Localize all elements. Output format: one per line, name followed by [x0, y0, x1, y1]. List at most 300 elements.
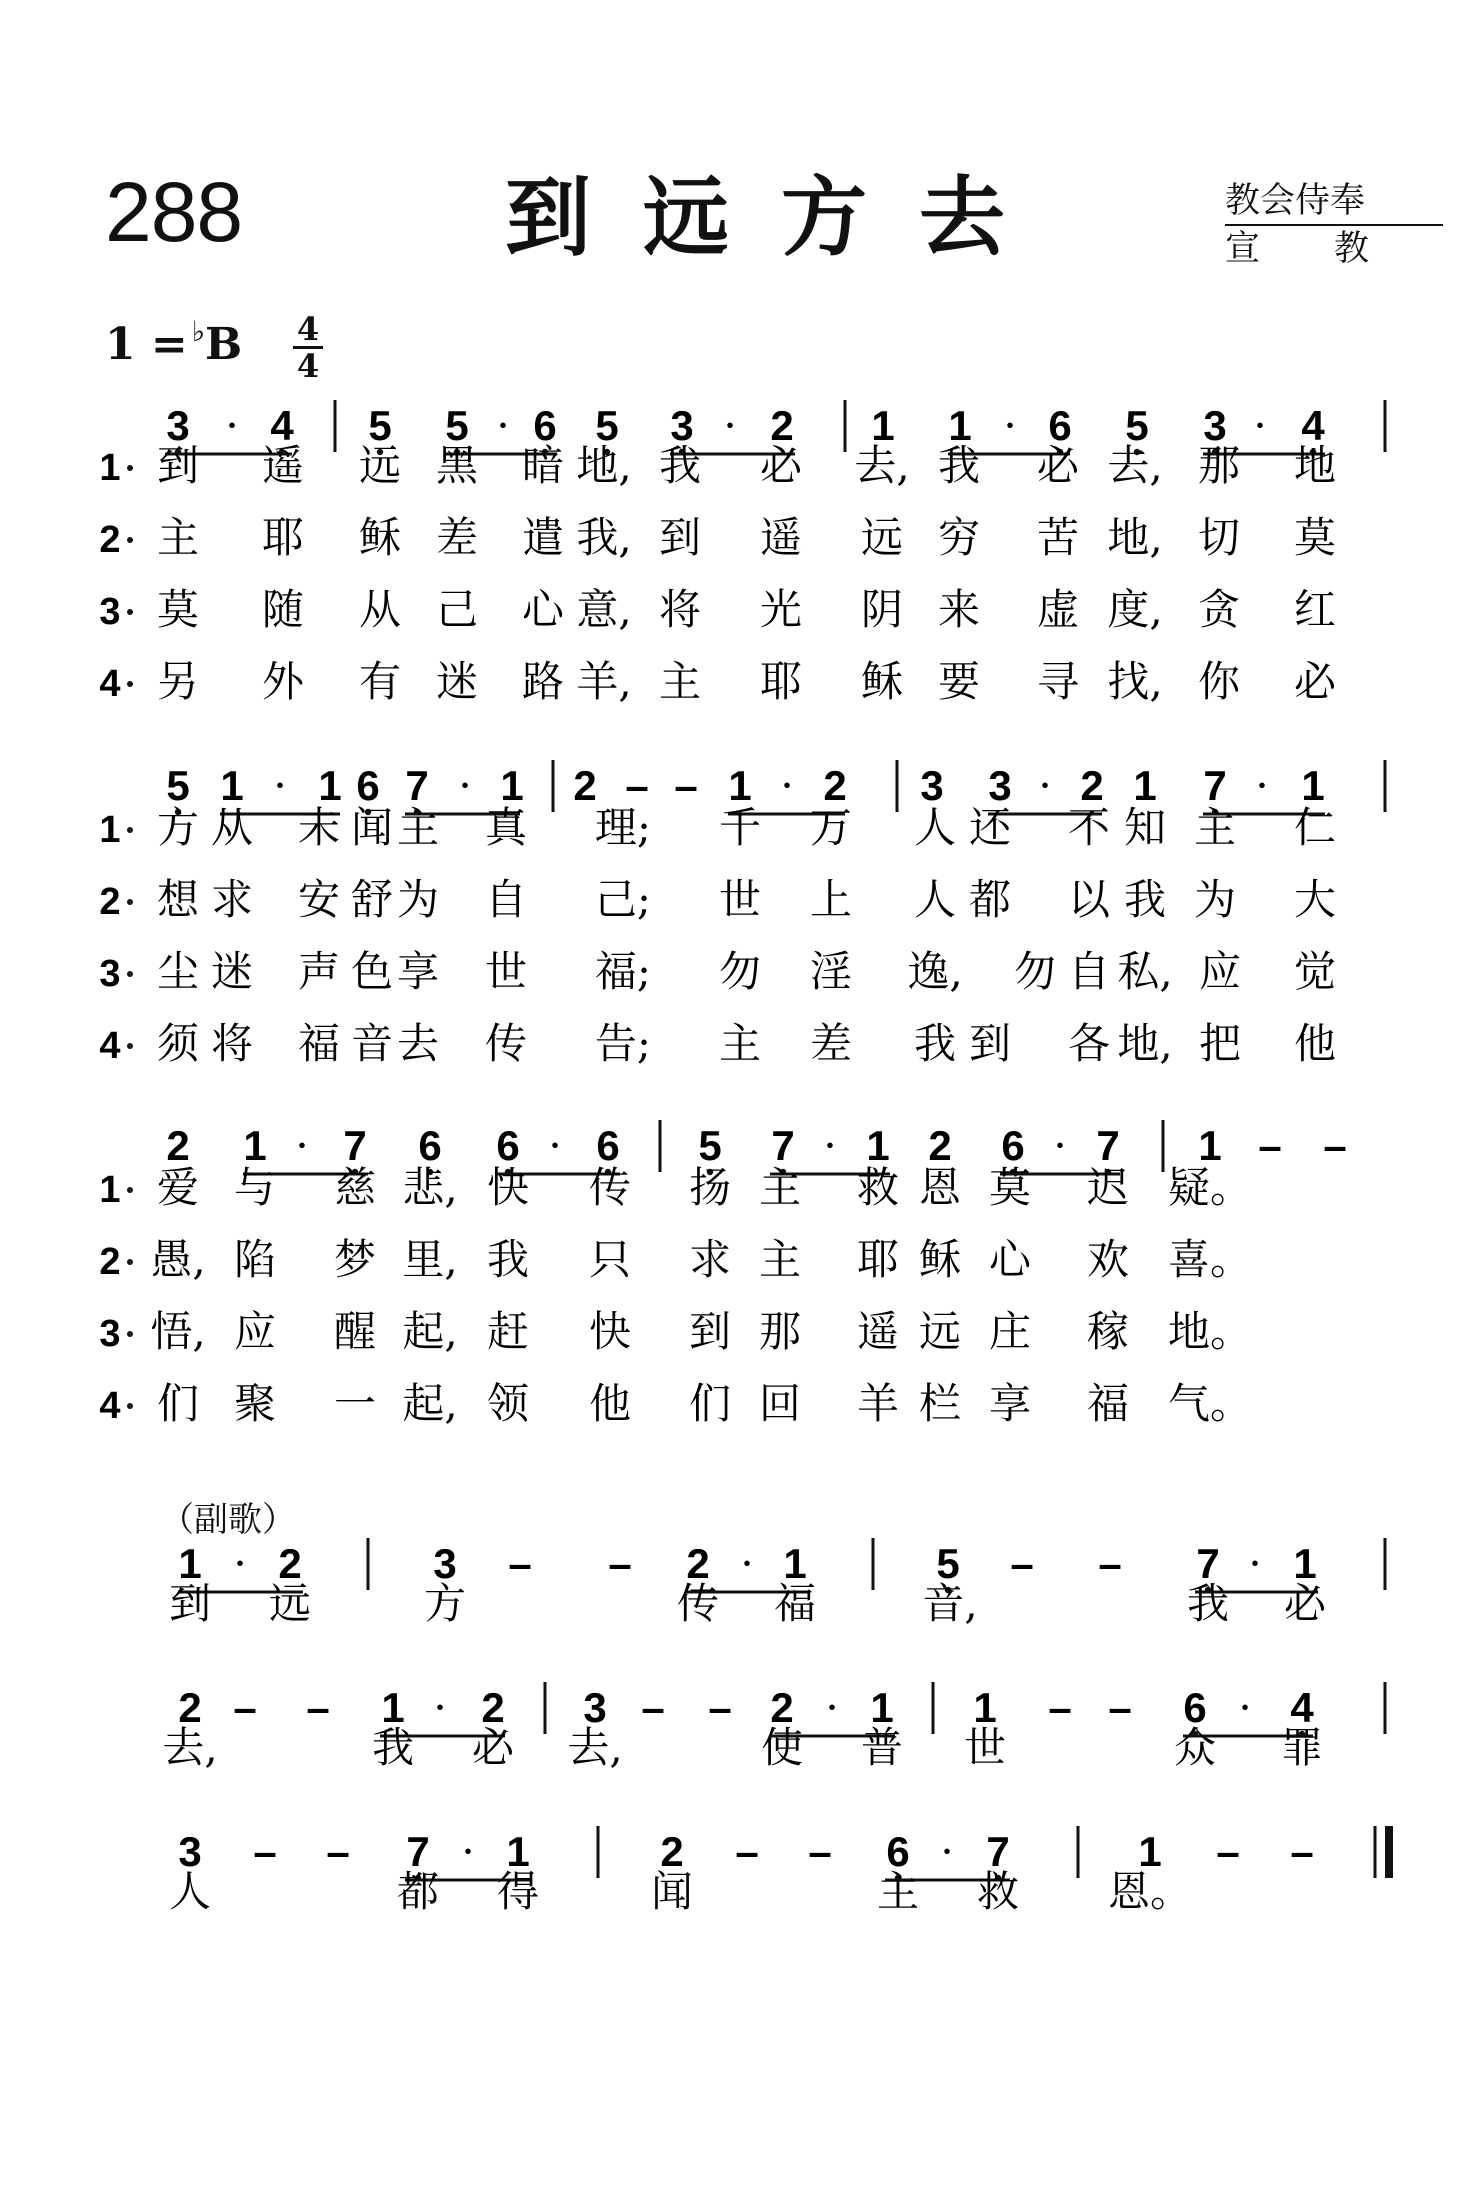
- note: 2: [573, 762, 597, 809]
- note: 1: [973, 1684, 997, 1731]
- rhythm-dot: ·: [1038, 761, 1052, 810]
- dash: –: [641, 1684, 665, 1731]
- lyric-syllable: 悲,: [402, 1163, 458, 1212]
- lyric-syllable: 必: [471, 1723, 515, 1772]
- lyric-syllable: 还: [968, 803, 1012, 852]
- note: 5: [368, 402, 392, 449]
- lyric-syllable: 勿: [1013, 947, 1057, 996]
- lyric-syllable: 我: [1186, 1579, 1230, 1628]
- lyric-syllable: 将: [658, 585, 702, 634]
- lyric-syllable: 莫: [1293, 513, 1337, 562]
- lyric-syllable: 到: [658, 513, 702, 562]
- lyric-syllable: 主: [758, 1235, 802, 1284]
- lyric-syllable: 心: [988, 1235, 1032, 1284]
- note: 3: [433, 1540, 457, 1587]
- lyric-syllable: 随: [261, 585, 305, 634]
- lyric-syllable: 都: [396, 1867, 440, 1916]
- rhythm-dot: ·: [740, 1539, 754, 1588]
- dash: –: [1290, 1828, 1314, 1875]
- lyric-syllable: 那: [1197, 441, 1241, 490]
- note: 7: [771, 1122, 795, 1169]
- lyric-syllable: 救: [976, 1867, 1020, 1916]
- note: 6: [356, 762, 380, 809]
- lyric-syllable: 稼: [1086, 1307, 1130, 1356]
- lyric-syllable: 阴: [860, 585, 904, 634]
- category-line-2: 宣教: [1225, 229, 1444, 269]
- lyric-syllable: 应: [1198, 947, 1242, 996]
- lyric-syllable: 与: [233, 1163, 277, 1212]
- lyric-syllable: 暗: [521, 441, 565, 490]
- lyric-syllable: 疑。: [1167, 1163, 1253, 1212]
- verse-number: 4: [99, 1025, 121, 1067]
- verse-number-dot: [127, 1403, 133, 1409]
- lyric-syllable: 愚,: [150, 1235, 206, 1284]
- verse-number: 1: [99, 809, 121, 851]
- lyric-syllable: 自: [1067, 947, 1111, 996]
- dash: –: [674, 762, 698, 809]
- lyric-syllable: 地,: [1107, 513, 1163, 562]
- note: 7: [1096, 1122, 1120, 1169]
- lyric-syllable: 必: [1036, 441, 1080, 490]
- lyric-syllable: 传: [588, 1163, 632, 1212]
- lyric-syllable: 度,: [1107, 585, 1163, 634]
- note: 1: [220, 762, 244, 809]
- lyric-syllable: 去,: [567, 1723, 623, 1772]
- note: 1: [243, 1122, 267, 1169]
- dash: –: [306, 1684, 330, 1731]
- rhythm-dot: ·: [940, 1827, 954, 1876]
- rhythm-dot: ·: [548, 1121, 562, 1170]
- rhythm-dot: ·: [1255, 761, 1269, 810]
- lyric-syllable: 遥: [261, 441, 305, 490]
- lyric-syllable: 遥: [759, 513, 803, 562]
- lyric-syllable: 主: [1193, 803, 1237, 852]
- lyric-syllable: 莫: [988, 1163, 1032, 1212]
- note: 1: [506, 1828, 530, 1875]
- flat-sign: ♭: [191, 315, 206, 348]
- lyric-syllable: 舒: [350, 875, 394, 924]
- lyric-syllable: 己: [435, 585, 479, 634]
- lyric-syllable: 主: [876, 1867, 920, 1916]
- lyric-syllable: 回: [758, 1379, 802, 1428]
- lyric-syllable: 们: [688, 1379, 732, 1428]
- lyric-syllable: 主: [758, 1163, 802, 1212]
- lyric-syllable: 欢: [1086, 1235, 1130, 1284]
- note: 1: [381, 1684, 405, 1731]
- dash: –: [808, 1828, 832, 1875]
- lyric-syllable: 得: [496, 1867, 540, 1916]
- note: 1: [948, 402, 972, 449]
- lyric-syllable: 必: [759, 441, 803, 490]
- lyric-syllable: 差: [435, 513, 479, 562]
- note: 3: [920, 762, 944, 809]
- lyric-syllable: 气。: [1167, 1379, 1253, 1428]
- note: 1: [1301, 762, 1325, 809]
- lyric-syllable: 稣: [860, 657, 904, 706]
- rhythm-dot: ·: [1253, 401, 1267, 450]
- lyric-syllable: 音: [350, 1019, 394, 1068]
- lyric-syllable: 救: [856, 1163, 900, 1212]
- dash: –: [625, 762, 649, 809]
- lyric-syllable: 求: [688, 1235, 732, 1284]
- lyric-syllable: 千: [718, 803, 762, 852]
- lyric-syllable: 求: [210, 875, 254, 924]
- lyric-syllable: 到: [968, 1019, 1012, 1068]
- hymn-title: 到远方去: [505, 167, 1057, 268]
- lyric-syllable: 以: [1067, 875, 1111, 924]
- lyric-syllable: 世: [484, 947, 528, 996]
- dash: –: [326, 1828, 350, 1875]
- note: 6: [533, 402, 557, 449]
- lyric-syllable: 迟: [1086, 1163, 1130, 1212]
- lyric-syllable: 恩。: [1107, 1867, 1193, 1916]
- lyric-syllable: 自: [484, 875, 528, 924]
- verse-number: 4: [99, 1385, 121, 1427]
- lyric-syllable: 享: [988, 1379, 1032, 1428]
- verse-number: 3: [99, 591, 121, 633]
- lyric-syllable: 福;: [594, 947, 652, 996]
- lyric-syllable: 我: [371, 1723, 415, 1772]
- note: 4: [1290, 1684, 1314, 1731]
- lyric-syllable: 远: [918, 1307, 962, 1356]
- lyric-syllable: 地,: [1117, 1019, 1173, 1068]
- lyric-syllable: 栏: [918, 1379, 962, 1428]
- note: 1: [1198, 1122, 1222, 1169]
- lyric-syllable: 告;: [594, 1019, 652, 1068]
- rhythm-dot: ·: [723, 401, 737, 450]
- lyric-syllable: 赶: [486, 1307, 530, 1356]
- lyric-syllable: 淫: [809, 947, 853, 996]
- lyric-syllable: 慈: [333, 1163, 377, 1212]
- dash: –: [1323, 1122, 1347, 1169]
- note: 2: [770, 1684, 794, 1731]
- lyric-syllable: 快: [486, 1163, 530, 1212]
- lyric-syllable: 逸,: [907, 947, 963, 996]
- lyric-syllable: 主: [658, 657, 702, 706]
- lyric-syllable: 觉: [1293, 947, 1337, 996]
- verse-number-dot: [127, 465, 133, 471]
- lyric-syllable: 那: [758, 1307, 802, 1356]
- lyric-syllable: 世: [718, 875, 762, 924]
- lyric-syllable: 耶: [261, 513, 305, 562]
- lyric-syllable: 贪: [1197, 585, 1241, 634]
- dash: –: [1010, 1540, 1034, 1587]
- lyric-syllable: 远: [358, 441, 402, 490]
- lyric-syllable: 各: [1067, 1019, 1111, 1068]
- lyric-syllable: 来: [937, 585, 981, 634]
- rhythm-dot: ·: [458, 761, 472, 810]
- rhythm-dot: ·: [461, 1827, 475, 1876]
- lyric-syllable: 他: [1293, 1019, 1337, 1068]
- lyric-syllable: 远: [860, 513, 904, 562]
- lyric-syllable: 主: [156, 513, 200, 562]
- lyric-syllable: 找,: [1107, 657, 1163, 706]
- lyric-syllable: 必: [1283, 1579, 1327, 1628]
- note: 1: [178, 1540, 202, 1587]
- lyric-syllable: 享: [396, 947, 440, 996]
- note: 6: [1001, 1122, 1025, 1169]
- lyric-syllable: 有: [358, 657, 402, 706]
- lyric-syllable: 到: [156, 441, 200, 490]
- note: 5: [936, 1540, 960, 1587]
- lyric-syllable: 传: [676, 1579, 720, 1628]
- verse-number-dot: [127, 899, 133, 905]
- lyric-syllable: 己;: [594, 875, 652, 924]
- lyric-syllable: 我,: [576, 513, 632, 562]
- lyric-syllable: 悟,: [150, 1307, 206, 1356]
- dash: –: [1216, 1828, 1240, 1875]
- lyric-syllable: 仁: [1293, 803, 1337, 852]
- lyric-syllable: 福: [1086, 1379, 1130, 1428]
- note: 2: [481, 1684, 505, 1731]
- lyric-syllable: 苦: [1036, 513, 1080, 562]
- note: 7: [405, 762, 429, 809]
- lyric-syllable: 去: [396, 1019, 440, 1068]
- lyric-syllable: 想: [156, 875, 200, 924]
- lyric-syllable: 我: [913, 1019, 957, 1068]
- rhythm-dot: ·: [1238, 1683, 1252, 1732]
- lyric-syllable: 不: [1067, 803, 1111, 852]
- note: 1: [1133, 762, 1157, 809]
- note: 4: [1301, 402, 1325, 449]
- lyric-syllable: 声: [297, 947, 341, 996]
- dash: –: [735, 1828, 759, 1875]
- lyric-syllable: 梦: [333, 1235, 377, 1284]
- note: 5: [445, 402, 469, 449]
- rhythm-dot: ·: [225, 401, 239, 450]
- lyric-syllable: 迷: [435, 657, 479, 706]
- note: 3: [178, 1828, 202, 1875]
- verse-number: 1: [99, 447, 121, 489]
- verse-number-dot: [127, 1331, 133, 1337]
- lyric-syllable: 未: [297, 803, 341, 852]
- rhythm-dot: ·: [1053, 1121, 1067, 1170]
- note: 6: [418, 1122, 442, 1169]
- lyric-syllable: 为: [1193, 875, 1237, 924]
- note: 5: [1125, 402, 1149, 449]
- lyric-syllable: 喜。: [1167, 1235, 1253, 1284]
- rhythm-dot: ·: [825, 1683, 839, 1732]
- lyric-syllable: 遣: [521, 513, 565, 562]
- note: 1: [318, 762, 342, 809]
- lyric-syllable: 到: [168, 1579, 212, 1628]
- lyric-syllable: 另: [156, 657, 200, 706]
- category-line-1: 教会侍奉: [1225, 178, 1443, 226]
- lyric-syllable: 应: [233, 1307, 277, 1356]
- lyric-syllable: 闻: [650, 1867, 694, 1916]
- lyric-syllable: 们: [156, 1379, 200, 1428]
- verse-number: 1: [99, 1169, 121, 1211]
- note: 6: [596, 1122, 620, 1169]
- lyric-syllable: 传: [484, 1019, 528, 1068]
- lyric-syllable: 要: [937, 657, 981, 706]
- note: 2: [278, 1540, 302, 1587]
- lyric-syllable: 羊: [856, 1379, 900, 1428]
- lyric-syllable: 到: [688, 1307, 732, 1356]
- lyric-syllable: 陷: [233, 1235, 277, 1284]
- verse-number: 2: [99, 881, 121, 923]
- lyric-syllable: 稣: [358, 513, 402, 562]
- rhythm-dot: ·: [233, 1539, 247, 1588]
- verse-number-dot: [127, 681, 133, 687]
- lyric-syllable: 音,: [922, 1579, 978, 1628]
- rhythm-dot: ·: [1248, 1539, 1262, 1588]
- lyric-syllable: 私,: [1117, 947, 1173, 996]
- lyric-syllable: 耶: [759, 657, 803, 706]
- dash: –: [1098, 1540, 1122, 1587]
- lyric-syllable: 莫: [156, 585, 200, 634]
- verse-number-dot: [127, 1259, 133, 1265]
- note: 6: [496, 1122, 520, 1169]
- lyric-syllable: 福: [773, 1579, 817, 1628]
- verse-number: 2: [99, 1241, 121, 1283]
- rhythm-dot: ·: [1003, 401, 1017, 450]
- note: 1: [1138, 1828, 1162, 1875]
- rhythm-dot: ·: [823, 1121, 837, 1170]
- lyric-syllable: 虚: [1036, 585, 1080, 634]
- lyric-syllable: 世: [963, 1723, 1007, 1772]
- note: 7: [1196, 1540, 1220, 1587]
- note: 6: [1183, 1684, 1207, 1731]
- dash: –: [253, 1828, 277, 1875]
- lyric-syllable: 我: [658, 441, 702, 490]
- lyric-syllable: 色: [350, 947, 394, 996]
- lyric-syllable: 迷: [210, 947, 254, 996]
- lyric-syllable: 罪: [1280, 1723, 1324, 1772]
- lyric-syllable: 知: [1123, 803, 1167, 852]
- lyric-syllable: 众: [1173, 1723, 1217, 1772]
- lyric-syllable: 人: [168, 1867, 212, 1916]
- dash: –: [508, 1540, 532, 1587]
- verse-number-dot: [127, 609, 133, 615]
- dash: –: [708, 1684, 732, 1731]
- note: 2: [166, 1122, 190, 1169]
- lyric-syllable: 羊,: [576, 657, 632, 706]
- lyric-syllable: 心: [521, 585, 565, 634]
- lyric-syllable: 去,: [1107, 441, 1163, 490]
- lyric-syllable: 起,: [402, 1379, 458, 1428]
- lyric-syllable: 人: [913, 803, 957, 852]
- note: 1: [500, 762, 524, 809]
- lyric-syllable: 稣: [918, 1235, 962, 1284]
- verse-number: 4: [99, 663, 121, 705]
- lyric-syllable: 万: [809, 803, 853, 852]
- lyric-syllable: 我: [1123, 875, 1167, 924]
- note: 2: [686, 1540, 710, 1587]
- lyric-syllable: 主: [718, 1019, 762, 1068]
- rhythm-dot: ·: [780, 761, 794, 810]
- lyric-syllable: 一: [333, 1379, 377, 1428]
- lyric-syllable: 穷: [937, 513, 981, 562]
- verse-number-dot: [127, 1187, 133, 1193]
- note: 7: [343, 1122, 367, 1169]
- lyric-syllable: 须: [156, 1019, 200, 1068]
- note: 1: [871, 402, 895, 449]
- lyric-syllable: 切: [1197, 513, 1241, 562]
- lyric-syllable: 尘: [156, 947, 200, 996]
- lyric-syllable: 上: [809, 875, 853, 924]
- verse-number-dot: [127, 1043, 133, 1049]
- lyric-syllable: 我: [937, 441, 981, 490]
- note: 2: [823, 762, 847, 809]
- lyric-syllable: 快: [588, 1307, 632, 1356]
- lyric-syllable: 扬: [688, 1163, 732, 1212]
- dash: –: [1258, 1122, 1282, 1169]
- lyric-syllable: 将: [210, 1019, 254, 1068]
- lyric-syllable: 使: [760, 1723, 804, 1772]
- note: 2: [178, 1684, 202, 1731]
- rhythm-dot: ·: [273, 761, 287, 810]
- lyric-syllable: 醒: [333, 1307, 377, 1356]
- note: 1: [1293, 1540, 1317, 1587]
- lyric-syllable: 你: [1197, 657, 1241, 706]
- note: 3: [166, 402, 190, 449]
- time-denominator: 4: [293, 346, 323, 383]
- lyric-syllable: 地。: [1167, 1307, 1253, 1356]
- verse-number-dot: [127, 827, 133, 833]
- note: 3: [1203, 402, 1227, 449]
- lyric-syllable: 起,: [402, 1307, 458, 1356]
- lyric-syllable: 为: [396, 875, 440, 924]
- lyric-syllable: 外: [261, 657, 305, 706]
- lyric-syllable: 差: [809, 1019, 853, 1068]
- lyric-syllable: 远: [268, 1579, 312, 1628]
- lyric-syllable: 去,: [162, 1723, 218, 1772]
- note: 1: [870, 1684, 894, 1731]
- note: 7: [986, 1828, 1010, 1875]
- lyric-syllable: 去,: [854, 441, 910, 490]
- lyric-syllable: 理;: [594, 803, 652, 852]
- lyric-syllable: 寻: [1036, 657, 1080, 706]
- rhythm-dot: ·: [433, 1683, 447, 1732]
- lyric-syllable: 主: [396, 803, 440, 852]
- lyric-syllable: 大: [1293, 875, 1337, 924]
- note: 5: [595, 402, 619, 449]
- lyric-syllable: 聚: [233, 1379, 277, 1428]
- lyric-syllable: 把: [1198, 1019, 1242, 1068]
- lyric-syllable: 只: [588, 1235, 632, 1284]
- note: 6: [1048, 402, 1072, 449]
- verse-number: 3: [99, 953, 121, 995]
- lyric-syllable: 红: [1293, 585, 1337, 634]
- lyric-syllable: 路: [521, 657, 565, 706]
- lyric-syllable: 必: [1293, 657, 1337, 706]
- lyric-syllable: 爱: [156, 1163, 200, 1212]
- lyric-syllable: 光: [759, 585, 803, 634]
- lyric-syllable: 领: [486, 1379, 530, 1428]
- verse-number: 3: [99, 1313, 121, 1355]
- note: 5: [166, 762, 190, 809]
- lyric-syllable: 里,: [402, 1235, 458, 1284]
- lyric-syllable: 从: [210, 803, 254, 852]
- note: 2: [1080, 762, 1104, 809]
- lyric-syllable: 普: [860, 1723, 904, 1772]
- key-tonic: B: [205, 319, 243, 370]
- lyric-syllable: 勿: [718, 947, 762, 996]
- note: 3: [670, 402, 694, 449]
- lyric-syllable: 方: [423, 1579, 467, 1628]
- lyric-syllable: 安: [297, 875, 341, 924]
- verse-number-dot: [127, 537, 133, 543]
- lyric-syllable: 黑: [435, 441, 479, 490]
- note: 1: [866, 1122, 890, 1169]
- dash: –: [233, 1684, 257, 1731]
- chorus-label: （副歌）: [160, 1500, 296, 1540]
- note: 1: [728, 762, 752, 809]
- lyric-syllable: 地: [1293, 441, 1337, 490]
- lyric-syllable: 耶: [856, 1235, 900, 1284]
- lyric-syllable: 我: [486, 1235, 530, 1284]
